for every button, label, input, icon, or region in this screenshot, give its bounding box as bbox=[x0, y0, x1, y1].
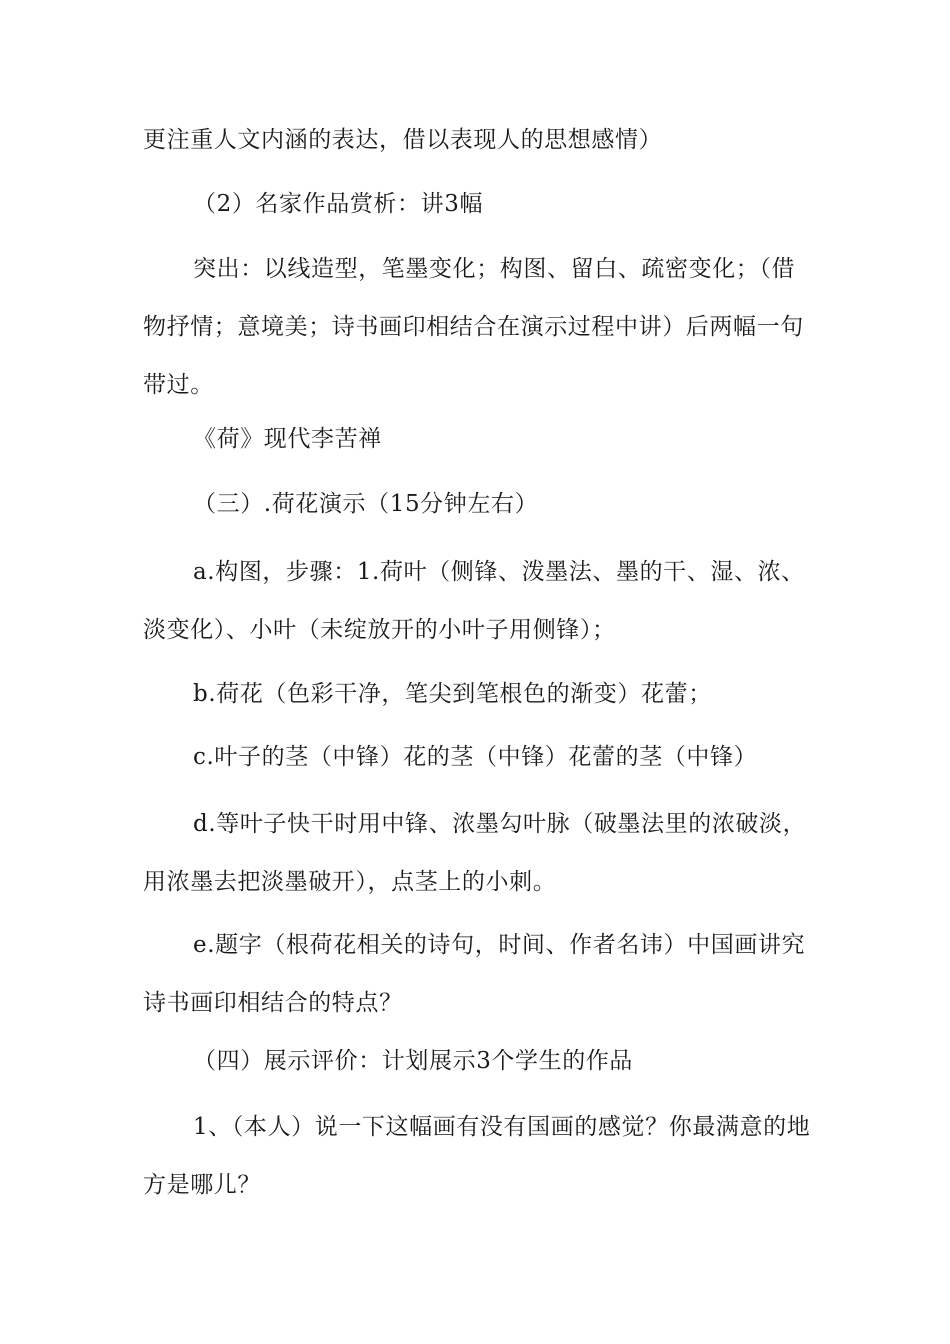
paragraph-masterwork-appreciation: （2）名家作品赏析：讲3幅 bbox=[193, 191, 484, 217]
paragraph-lotus-demo-heading: （三）.荷花演示（15分钟左右） bbox=[193, 491, 539, 517]
paragraph-humanistic-expression: 更注重人文内涵的表达，借以表现人的思想感情） bbox=[143, 127, 663, 153]
paragraph-step-a: a.构图，步骤：1.荷叶（侧锋、泼墨法、墨的干、湿、浓、淡变化）、小叶（未绽放开的小叶子用侧锋）； bbox=[143, 559, 805, 643]
paragraph-step-d: d.等叶子快干时用中锋、浓墨勾叶脉（破墨法里的浓破淡，用浓墨去把淡墨破开），点茎上的小刺。 bbox=[143, 811, 807, 895]
paragraph-artwork-title: 《荷》现代李苦禅 bbox=[193, 426, 382, 452]
paragraph-evaluation-heading: （四）展示评价：计划展示3个学生的作品 bbox=[193, 1048, 634, 1074]
paragraph-step-b: b.荷花（色彩干净，笔尖到笔根色的渐变）花蕾； bbox=[193, 681, 712, 707]
paragraph-step-c: c.叶子的茎（中锋）花的茎（中锋）花蕾的茎（中锋） bbox=[193, 744, 758, 770]
paragraph-question-1: 1、（本人）说一下这幅画有没有国画的感觉？你最满意的地方是哪儿？ bbox=[143, 1114, 811, 1198]
paragraph-step-e: e.题字（根荷花相关的诗句，时间、作者名讳）中国画讲究诗书画印相结合的特点？ bbox=[143, 932, 806, 1016]
paragraph-highlights: 突出：以线造型，笔墨变化；构图、留白、疏密变化；（借物抒情；意境美；诗书画印相结合在演示过程中讲）后两幅一句带过。 bbox=[143, 256, 804, 398]
